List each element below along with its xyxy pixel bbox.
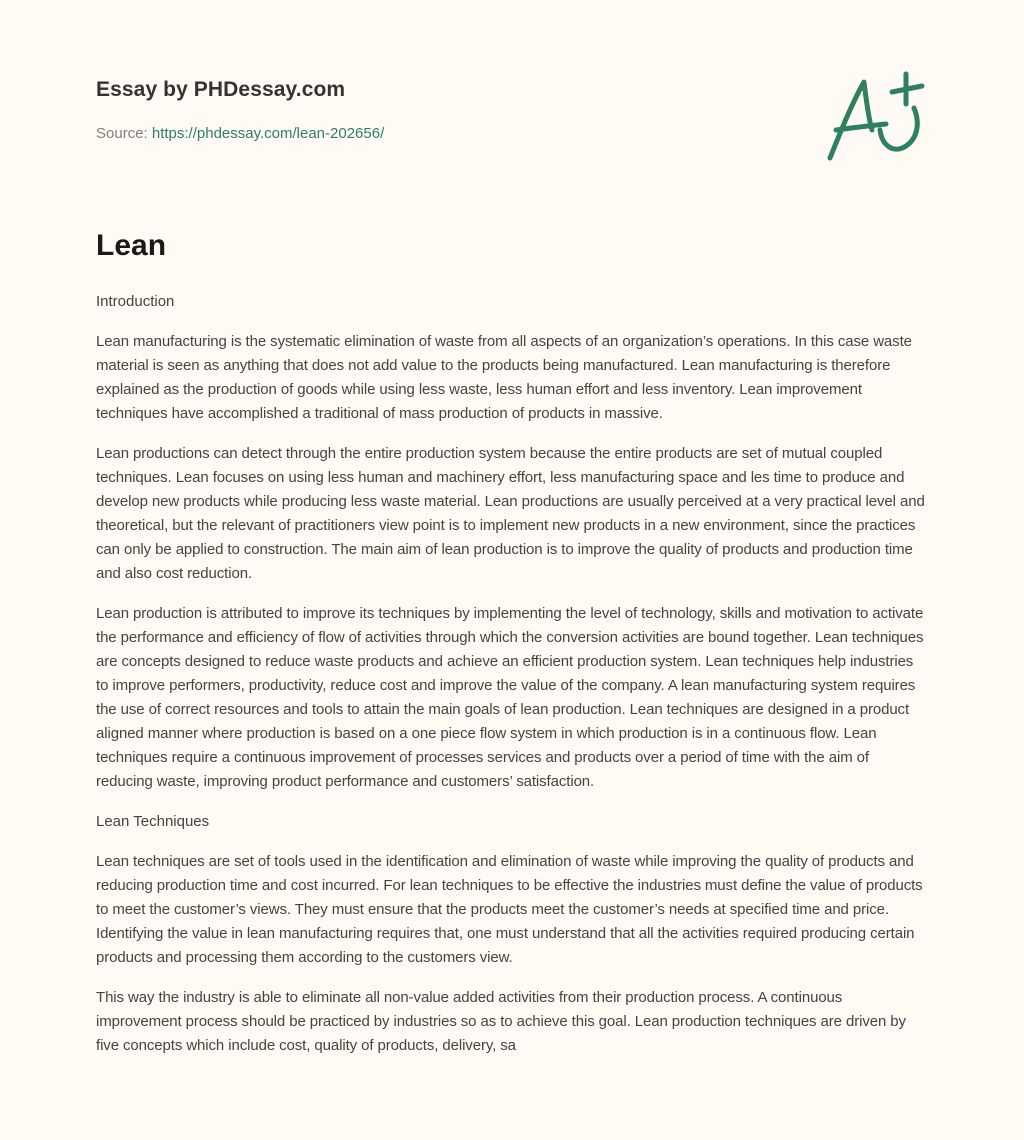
paragraph: Lean productions can detect through the entire production system because the entire products are set of mutual coupled techniques. Lean focuses on using less human and machinery effort, less manufacturing space and les time to produce and develop new products while producing less waste material. Lean productions are usually perceived at a very practical level and theoretical, but the relevant of practitioners view point is to implement new products in a new environment, since the practices can only be applied to construction. The main aim of lean production is to improve the quality of products and production time and also cost reduction. [96,445,925,582]
site-title: Essay by PHDessay.com [96,78,346,101]
page-header [96,76,796,144]
paragraph: Lean manufacturing is the systematic elimination of waste from all aspects of an organization’s operations. In this case waste material is seen as anything that does not add value to the products being manufactured. Lean manufacturing is therefore explained as the production of goods while using less waste, less human effort and less inventory. Lean improvement techniques have accomplished a traditional of mass production of products in massive. [96,333,912,422]
essay-content [96,226,928,1074]
section-heading-lean-techniques: Lean Techniques [96,813,210,830]
paragraph: Lean production is attributed to improve its techniques by implementing the level of technology, skills and motivation to activate the performance and efficiency of flow of activities through which the conversion activities are bound together. Lean techniques are concepts designed to reduce waste products and achieve an efficient production system. Lean techniques help industries to improve performers, productivity, reduce cost and improve the value of the company. A lean manufacturing system requires the use of correct resources and tools to attain the main goals of lean production. Lean techniques are designed in a product aligned manner where production is based on a one piece flow system in which production is in a continuous flow. Lean techniques require a continuous improvement of processes services and products over a period of time with the aim of reducing waste, improving product performance and customers’ satisfaction. [96,605,924,790]
paragraph: This way the industry is able to eliminate all non-value added activities from their production process. A continuous improvement process should be practiced by industries so as to achieve this goal. Lean production techniques are driven by five concepts which include cost, quality of products, delivery, sa [96,989,906,1054]
source-link[interactable]: https://phdessay.com/lean-202656/ [151,125,385,142]
source-line [96,124,796,144]
paragraph: Lean techniques are set of tools used in the identification and elimination of waste while improving the quality of products and reducing production time and cost incurred. For lean techniques to be effective the industries must define the value of products to meet the customer’s views. They must ensure that the products meet the customer’s needs at specified time and price. Identifying the value in lean manufacturing requires that, one must understand that all the activities required producing certain products and processing them according to the customers view. [96,853,923,966]
section-heading-introduction: Introduction [96,293,175,310]
a-plus-logo-icon [822,68,928,164]
source-label: Source: [96,125,152,142]
essay-title: Lean [96,229,167,262]
